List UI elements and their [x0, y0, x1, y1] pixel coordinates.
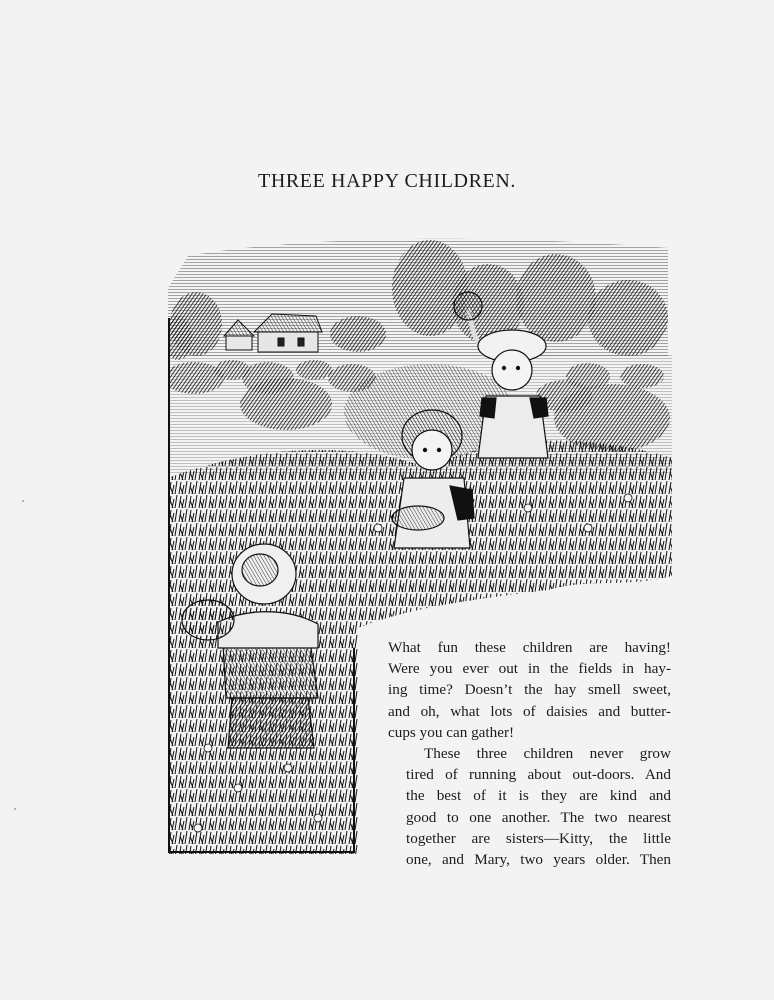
- text-line: one, and Mary, two years older. Then: [406, 851, 671, 869]
- text-line: cups you can gather!: [388, 723, 515, 741]
- text-line: tired of running about out-doors. And: [406, 766, 671, 784]
- text-line: the best of it is they are kind and: [406, 787, 671, 805]
- text-line: ing time? Doesn’t the hay smell sweet,: [388, 681, 671, 699]
- text-line: good to one another. The two nearest: [406, 808, 671, 826]
- text-line: together are sisters—Kitty, the little: [406, 829, 671, 847]
- story-paragraph-2: [388, 743, 671, 870]
- story-text: [388, 637, 671, 870]
- child-in-middle: [392, 410, 474, 548]
- text-line: and oh, what lots of daisies and butter-: [388, 702, 671, 720]
- text-line: What fun these children are having!: [388, 639, 671, 656]
- paper-speck: [22, 500, 24, 502]
- story-paragraph-1: [388, 637, 671, 743]
- text-line: Were you ever out in the fields in hay-: [388, 660, 671, 678]
- paper-speck: [14, 808, 16, 810]
- page-title: THREE HAPPY CHILDREN.: [258, 170, 516, 192]
- text-line: These three children never grow: [424, 745, 671, 763]
